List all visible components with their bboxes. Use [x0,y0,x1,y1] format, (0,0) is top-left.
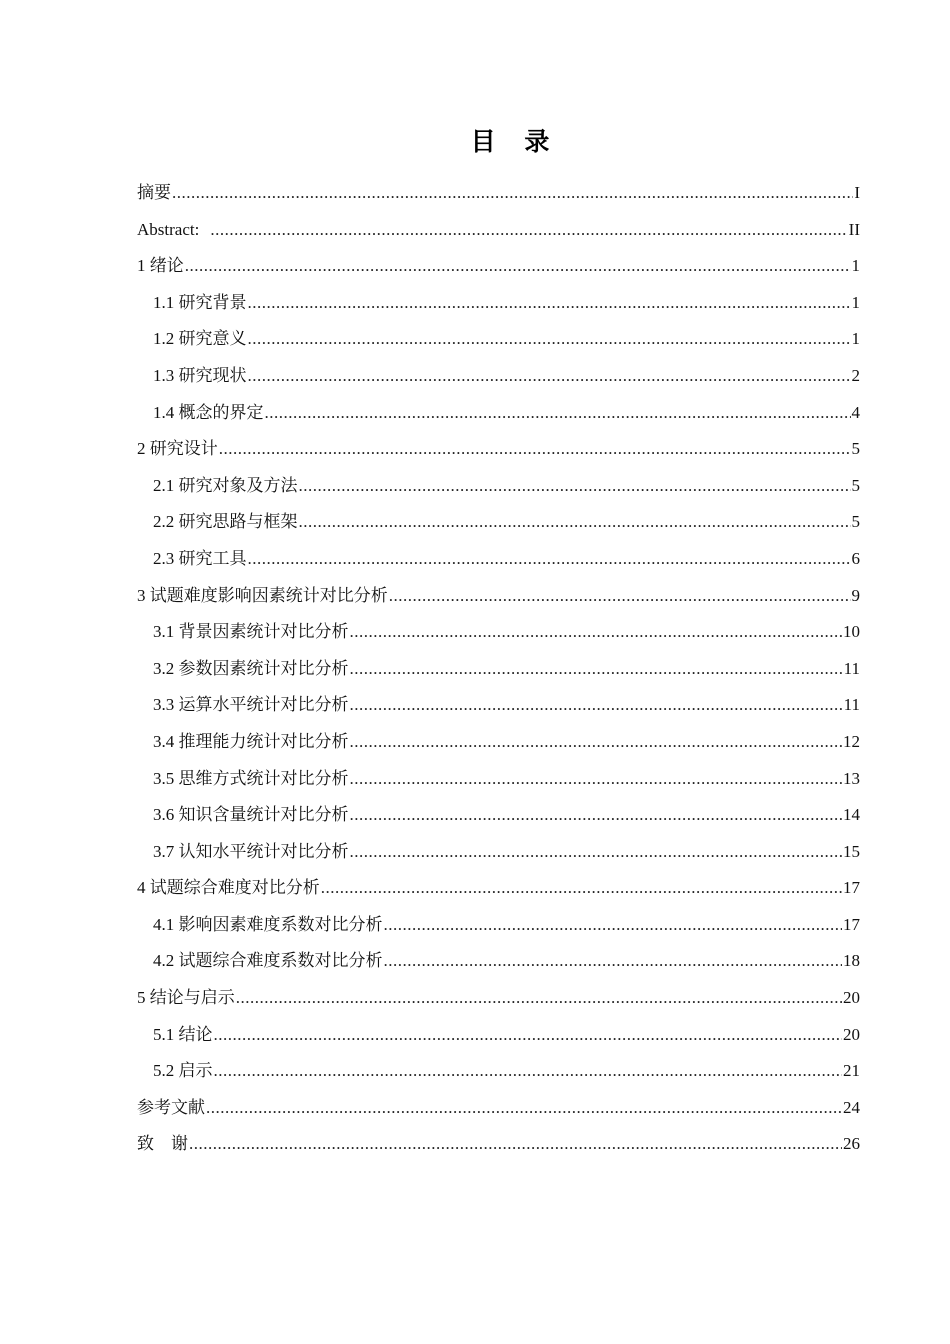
toc-leader-dots [299,468,851,505]
toc-entry-section-3-3[interactable] [137,687,860,724]
toc-entry-page: 5 [851,439,860,459]
toc-leader-dots [236,980,842,1017]
toc-leader-dots [350,797,843,834]
toc-entry-page: 12 [843,731,860,751]
toc-leader-dots [248,541,851,578]
toc-entry-page: 17 [843,878,860,898]
toc-entry-label: 3.2 参数因素统计对比分析 [153,658,349,678]
toc-leader-dots [389,578,851,615]
toc-entry-section-1-1[interactable] [137,285,860,322]
toc-entry-label: 1 绪论 [137,256,184,276]
toc-entry-page: 26 [843,1134,860,1154]
toc-leader-dots [206,1090,842,1127]
toc-entry-label: 5 结论与启示 [137,988,235,1008]
toc-entry-page: 5 [851,475,860,495]
toc-entry-page: I [854,183,860,202]
toc-title: 目 录 [470,127,560,156]
toc-entry-chapter-1[interactable] [137,248,860,285]
toc-entry-label: 3.5 思维方式统计对比分析 [153,768,349,788]
toc-entry-page: 10 [843,622,860,642]
toc-leader-dots [384,943,843,980]
toc-entry-section-3-4[interactable] [137,724,860,761]
toc-entry-page: 14 [843,805,860,825]
toc-entry-page: 4 [851,402,860,422]
toc-entry-chapter-5[interactable] [137,980,860,1017]
toc-entry-label: 1.3 研究现状 [153,365,247,385]
toc-entry-page: 18 [843,951,860,971]
toc-entry-section-3-7[interactable] [137,834,860,871]
toc-entry-label: 1.1 研究背景 [153,292,247,312]
toc-entry-label: 3 试题难度影响因素统计对比分析 [137,585,388,605]
toc-entry-section-3-5[interactable] [137,761,860,798]
toc-leader-dots [248,321,851,358]
toc-entry-section-4-1[interactable] [137,907,860,944]
toc-entry-section-2-1[interactable] [137,468,860,505]
toc-entry-label: 3.6 知识含量统计对比分析 [153,805,349,825]
toc-entry-label: Abstract: [137,219,200,239]
toc-leader-dots [350,651,843,688]
toc-entry-label: 5.2 启示 [153,1061,213,1081]
toc-leader-dots [384,907,843,944]
toc-entry-label: 2.3 研究工具 [153,548,247,568]
toc-entry-chapter-2[interactable] [137,431,860,468]
toc-entry-label: 2.2 研究思路与框架 [153,512,298,532]
toc-leader-dots [172,175,853,212]
toc-entry-label: 2.1 研究对象及方法 [153,475,298,495]
toc-leader-dots [265,395,851,432]
toc-entry-section-1-4[interactable] [137,395,860,432]
toc-entry-label: 2 研究设计 [137,439,218,459]
toc-leader-dots [214,1053,843,1090]
toc-leader-dots [350,834,843,871]
toc-entry-label: 3.3 运算水平统计对比分析 [153,695,349,715]
toc-entry-page: 11 [843,658,860,678]
toc-entry-references[interactable] [137,1090,860,1127]
table-of-contents [137,175,860,1163]
toc-entry-label: 摘要 [137,183,171,202]
toc-entry-label: 4.1 影响因素难度系数对比分析 [153,914,383,934]
toc-entry-section-3-1[interactable] [137,614,860,651]
toc-entry-label: 5.1 结论 [153,1024,213,1044]
toc-entry-page: 5 [851,512,860,532]
toc-entry-page: 20 [843,1024,860,1044]
toc-entry-section-1-3[interactable] [137,358,860,395]
toc-leader-dots [214,1017,843,1054]
toc-leader-dots [185,248,851,285]
toc-entry-section-4-2[interactable] [137,943,860,980]
toc-entry-page: 1 [851,292,860,312]
toc-entry-label: 1.2 研究意义 [153,329,247,349]
toc-entry-section-5-2[interactable] [137,1053,860,1090]
toc-entry-acknowledgements[interactable] [137,1126,860,1163]
toc-leader-dots [350,614,843,651]
toc-entry-page: 11 [843,695,860,715]
toc-entry-page: II [848,219,860,239]
toc-entry-section-2-3[interactable] [137,541,860,578]
toc-entry-section-3-2[interactable] [137,651,860,688]
toc-entry-page: 2 [851,365,860,385]
toc-entry-page: 9 [851,585,860,605]
toc-entry-label: 致 谢 [137,1134,188,1154]
toc-entry-section-1-2[interactable] [137,321,860,358]
toc-entry-label: 4 试题综合难度对比分析 [137,878,320,898]
toc-entry-page: 1 [851,256,860,276]
toc-entry-page: 13 [843,768,860,788]
toc-entry-chapter-4[interactable] [137,870,860,907]
toc-entry-section-5-1[interactable] [137,1017,860,1054]
toc-leader-dots [350,761,843,798]
toc-entry-section-2-2[interactable] [137,504,860,541]
toc-entry-label: 4.2 试题综合难度系数对比分析 [153,951,383,971]
toc-entry-label: 3.1 背景因素统计对比分析 [153,622,349,642]
toc-entry-label: 参考文献 [137,1097,205,1117]
toc-leader-dots [299,504,851,541]
toc-entry-page: 21 [843,1061,860,1081]
toc-entry-abstract-en[interactable] [137,212,860,249]
toc-entry-section-3-6[interactable] [137,797,860,834]
toc-entry-abstract-cn[interactable] [137,175,860,212]
toc-leader-dots [189,1126,842,1163]
toc-entry-page: 15 [843,841,860,861]
toc-leader-dots [321,870,842,907]
toc-entry-chapter-3[interactable] [137,578,860,615]
toc-leader-dots [219,431,851,468]
toc-entry-label: 1.4 概念的界定 [153,402,264,422]
toc-entry-page: 1 [851,329,860,349]
toc-leader-dots [248,358,851,395]
toc-entry-page: 6 [851,548,860,568]
toc-leader-dots [350,687,843,724]
toc-entry-page: 17 [843,914,860,934]
toc-entry-page: 24 [843,1097,860,1117]
toc-leader-dots [210,212,847,249]
toc-leader-dots [350,724,843,761]
toc-entry-label: 3.4 推理能力统计对比分析 [153,731,349,751]
toc-entry-label: 3.7 认知水平统计对比分析 [153,841,349,861]
toc-entry-page: 20 [843,988,860,1008]
toc-leader-dots [248,285,851,322]
